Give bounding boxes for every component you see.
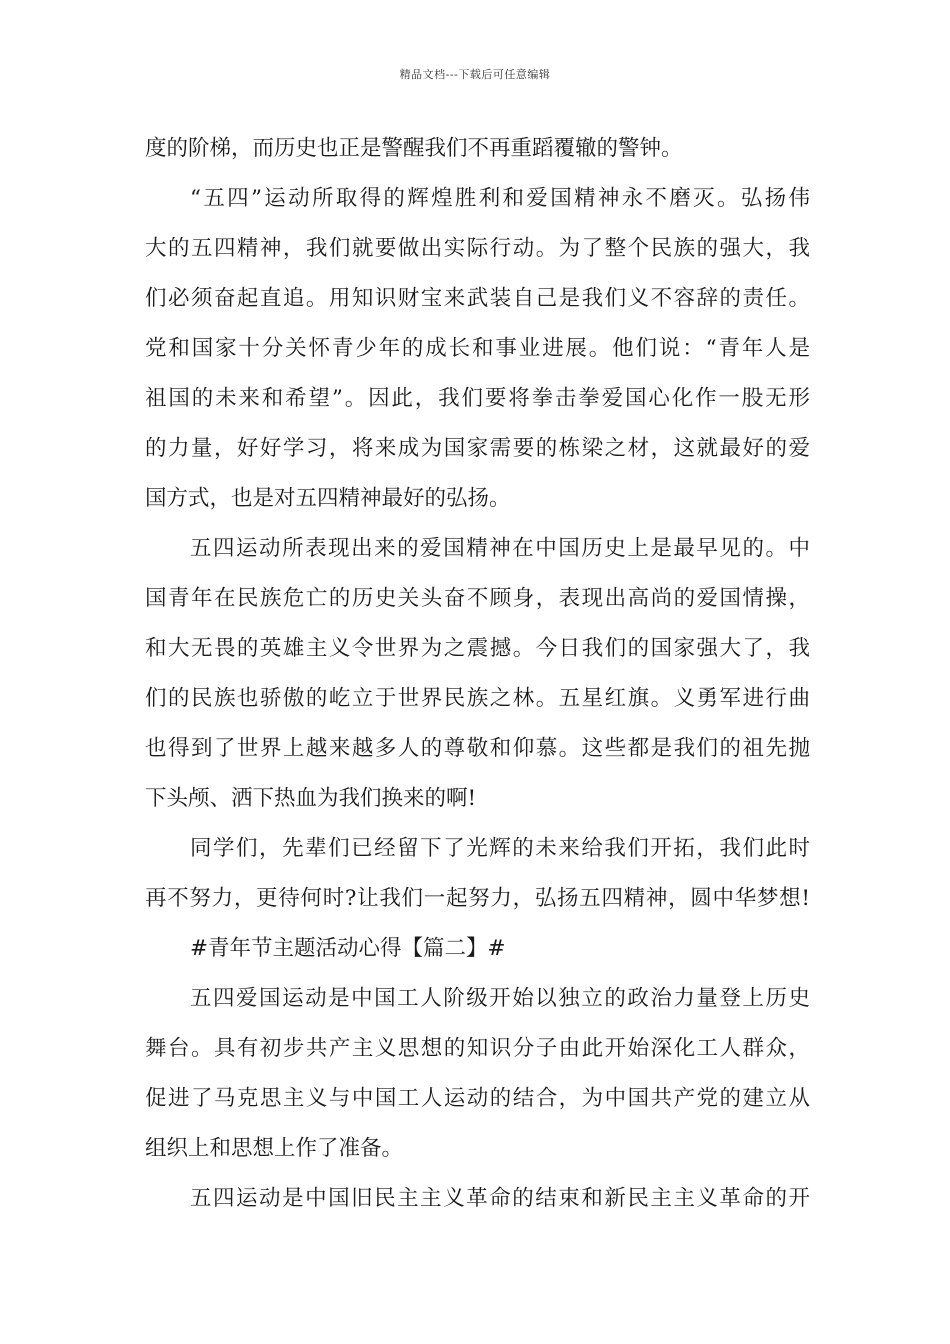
paragraph: [145, 824, 810, 924]
text-line: 再不努力，更待何时?让我们一起努力，弘扬五四精神，圆中华梦想!: [145, 886, 810, 911]
text-line: 们必须奋起直追。用知识财宝来武装自己是我们义不容辞的责任。: [145, 286, 810, 311]
text-line: #青年节主题活动心得【篇二】#: [190, 936, 506, 961]
text-line: 国方式，也是对五四精神最好的弘扬。: [145, 486, 511, 511]
page-header: 精品文档---下载后可任意编辑: [399, 68, 551, 81]
paragraph: [145, 1174, 810, 1224]
text-line: 促进了马克思主义与中国工人运动的结合，为中国共产党的建立从: [145, 1086, 810, 1111]
document-body: [145, 124, 810, 1224]
text-line: 们的民族也骄傲的屹立于世界民族之林。五星红旗。义勇军进行曲: [145, 686, 810, 711]
text-line: 度的阶梯，而历史也正是警醒我们不再重蹈覆辙的警钟。: [145, 136, 683, 161]
text-line: 国青年在民族危亡的历史关头奋不顾身，表现出高尚的爱国情操，: [145, 586, 810, 611]
paragraph: [145, 124, 810, 174]
text-line: 祖国的未来和希望”。因此，我们要将拳击拳爱国心化作一股无形: [145, 386, 810, 411]
text-line: “五四”运动所取得的辉煌胜利和爱国精神永不磨灭。弘扬伟: [190, 186, 810, 211]
text-line: 五四运动是中国旧民主主义革命的结束和新民主主义革命的开: [190, 1186, 810, 1211]
paragraph: [145, 174, 810, 524]
text-line: 同学们，先辈们已经留下了光辉的未来给我们开拓，我们此时: [190, 836, 810, 861]
text-line: 五四运动所表现出来的爱国精神在中国历史上是最早见的。中: [190, 536, 810, 561]
paragraph: [145, 524, 810, 824]
text-line: 和大无畏的英雄主义令世界为之震撼。今日我们的国家强大了，我: [145, 636, 810, 661]
text-line: 的力量，好好学习，将来成为国家需要的栋梁之材，这就最好的爱: [145, 436, 810, 461]
section-heading: [145, 924, 810, 974]
text-line: 也得到了世界上越来越多人的尊敬和仰慕。这些都是我们的祖先抛: [145, 736, 810, 761]
text-line: 组织上和思想上作了准备。: [145, 1136, 404, 1161]
paragraph: [145, 974, 810, 1174]
text-line: 舞台。具有初步共产主义思想的知识分子由此开始深化工人群众，: [145, 1036, 810, 1061]
text-line: 大的五四精神，我们就要做出实际行动。为了整个民族的强大，我: [145, 236, 810, 261]
text-line: 五四爱国运动是中国工人阶级开始以独立的政治力量登上历史: [190, 986, 810, 1011]
text-line: 党和国家十分关怀青少年的成长和事业进展。他们说：“青年人是: [145, 336, 810, 361]
text-line: 下头颅、洒下热血为我们换来的啊!: [145, 786, 477, 811]
